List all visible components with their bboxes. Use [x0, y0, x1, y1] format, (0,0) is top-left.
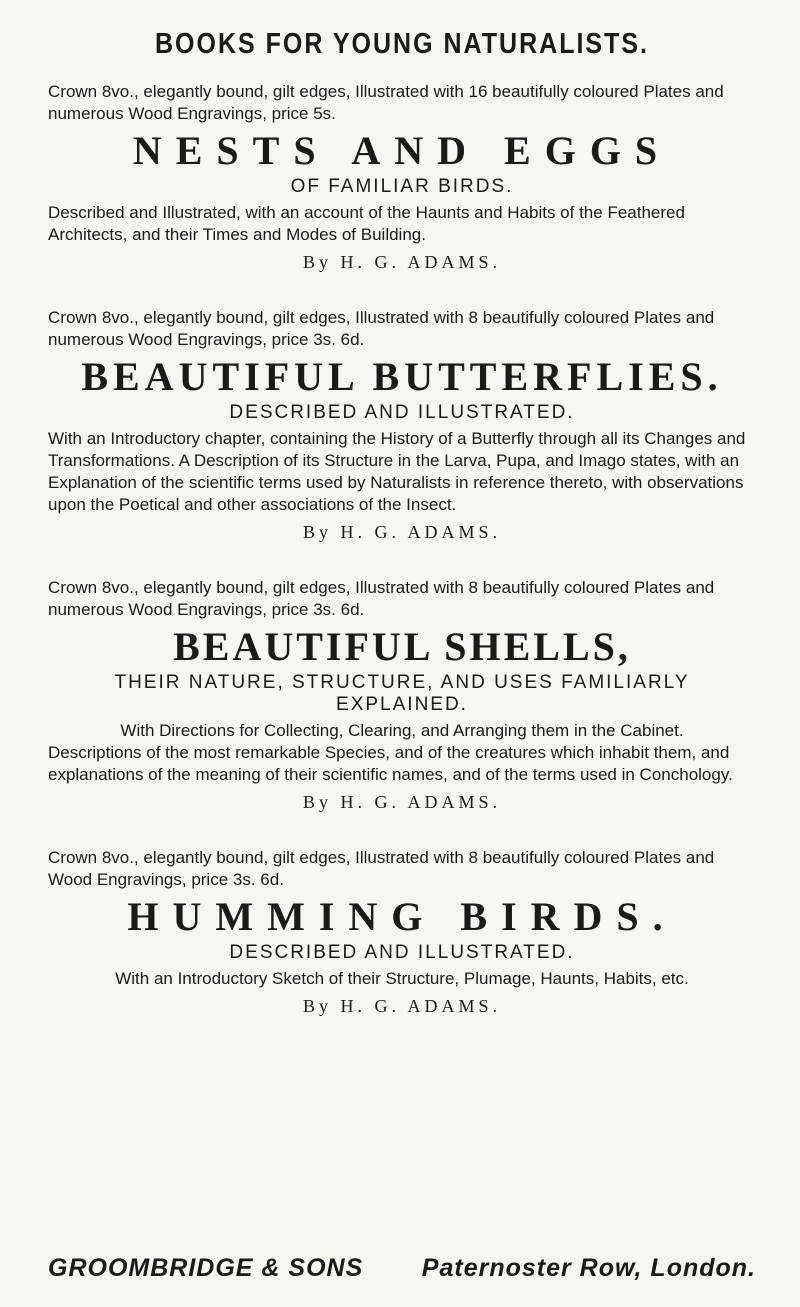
book-author: By H. G. ADAMS.: [302, 522, 502, 542]
book-description: With Directions for Collecting, Clearing, and Arranging them in the Cabinet.: [120, 721, 684, 740]
book-intro: Crown 8vo., elegantly bound, gilt edges, Illustrated with 8 beautifully coloured Plates and Wood Engravings, price 3s. 6d.: [48, 848, 715, 889]
book-title: BEAUTIFUL BUTTERFLIES.: [81, 354, 723, 399]
book-subtitle: DESCRIBED AND ILLUSTRATED.: [229, 402, 575, 423]
publisher-footer: [48, 1254, 756, 1283]
book-description: Described and Illustrated, with an account of the Haunts and Habits of the Feathered Architects, and their Times and Modes of Building.: [48, 203, 685, 244]
book-intro: Crown 8vo., elegantly bound, gilt edges, Illustrated with 8 beautifully coloured Plates and numerous Wood Engravings, price 3s. 6d.: [48, 578, 715, 619]
book-entry-nests-and-eggs: [48, 81, 756, 273]
publisher-address: Paternoster Row, London.: [421, 1254, 756, 1282]
book-entry-beautiful-butterflies: [48, 307, 756, 543]
book-intro: Crown 8vo., elegantly bound, gilt edges, Illustrated with 16 beautifully coloured Plates and numerous Wood Engravings, price 5s.: [48, 82, 724, 123]
book-entry-beautiful-shells: [48, 577, 756, 813]
book-title: BEAUTIFUL SHELLS,: [173, 624, 631, 669]
publisher-name: GROOMBRIDGE & SONS: [48, 1254, 364, 1282]
book-description: With an Introductory Sketch of their Structure, Plumage, Haunts, Habits, etc.: [115, 969, 689, 988]
book-subtitle: DESCRIBED AND ILLUSTRATED.: [229, 942, 575, 963]
book-author: By H. G. ADAMS.: [302, 792, 502, 812]
page-heading: BOOKS FOR YOUNG NATURALISTS.: [155, 27, 649, 61]
book-title: HUMMING BIRDS.: [127, 894, 677, 939]
book-description: With an Introductory chapter, containing the History of a Butterfly through all its Changes and Transformations. A Description of its Structure in the Larva, Pupa, and Imago states, with an Explanation of the scientific terms used by Naturalists in reference thereto, with observations upon the Poetical and other associations of the Insect.: [48, 429, 746, 514]
book-subtitle: THEIR NATURE, STRUCTURE, AND USES FAMILIARLY EXPLAINED.: [114, 672, 690, 715]
book-author: By H. G. ADAMS.: [302, 996, 502, 1016]
book-author: By H. G. ADAMS.: [302, 252, 502, 272]
book-subtitle: OF FAMILIAR BIRDS.: [290, 176, 514, 197]
book-title: NESTS AND EGGS: [132, 128, 672, 173]
book-entry-humming-birds: [48, 847, 756, 1017]
book-description-secondary: Descriptions of the most remarkable Species, and of the creatures which inhabit them, and explanations of the meaning of their scientific names, and of the terms used in Conchology.: [48, 743, 733, 784]
book-intro: Crown 8vo., elegantly bound, gilt edges, Illustrated with 8 beautifully coloured Plates and numerous Wood Engravings, price 3s. 6d.: [48, 308, 715, 349]
